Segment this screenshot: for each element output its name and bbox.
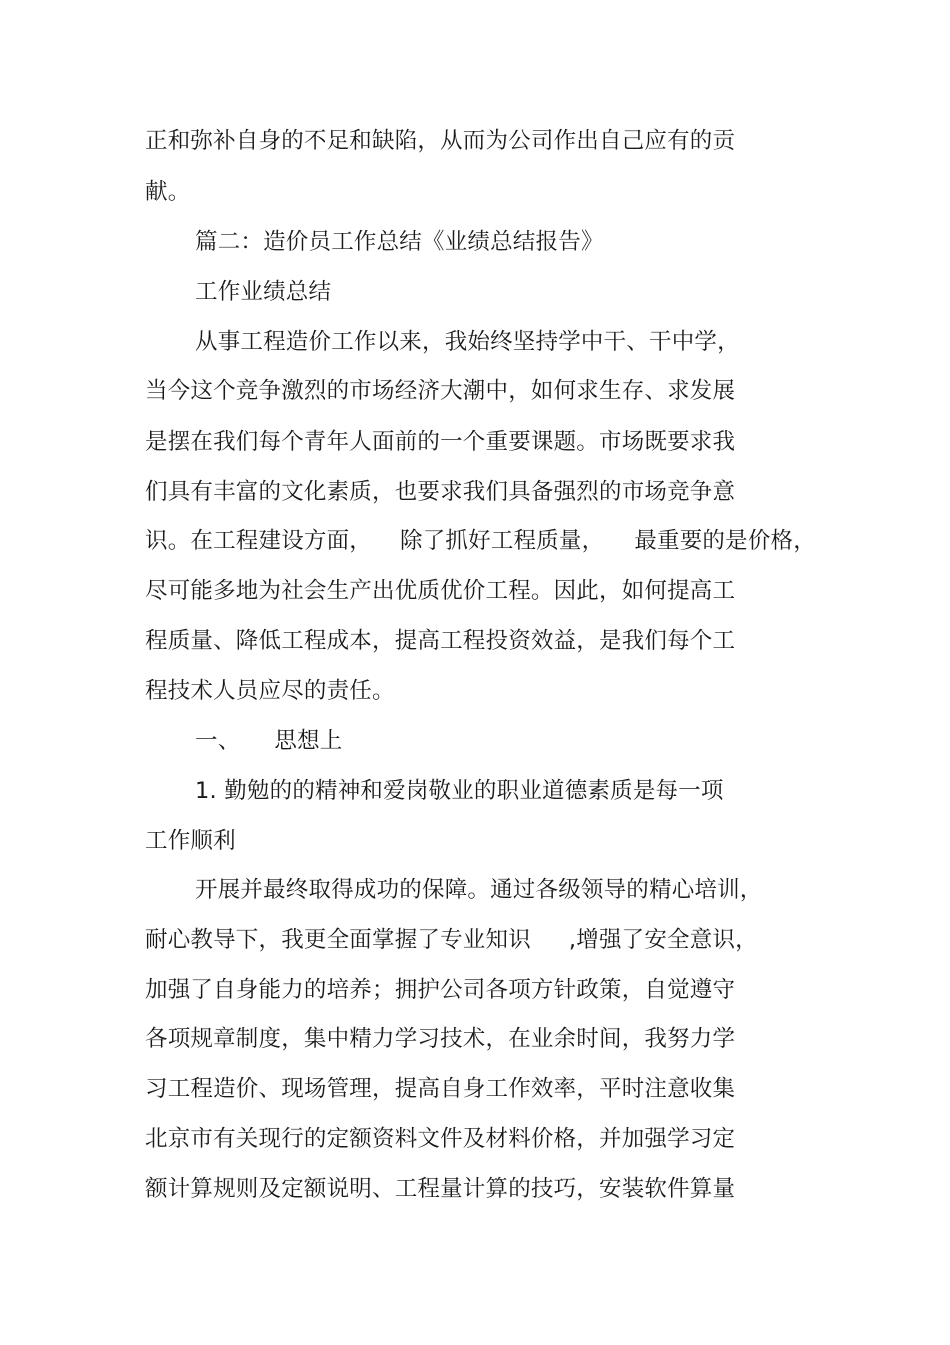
subheading: 工作业绩总结 — [195, 279, 332, 305]
paragraph-line: 程质量、降低工程成本，提高工程投资效益，是我们每个工 — [145, 628, 736, 654]
paragraph-line: 各项规章制度，集中精力学习技术，在业余时间，我努力学 — [145, 1026, 736, 1052]
numbered-item: 1. 勤勉的的精神和爱岗敬业的职业道德素质是每一项 — [195, 778, 724, 804]
paragraph-line: 从事工程造价工作以来，我始终坚持学中干、干中学， — [195, 329, 740, 355]
line-segment: 耐心教导下，我更全面掌握了专业知识 — [145, 927, 531, 953]
paragraph-line: 北京市有关现行的定额资料文件及材料价格，并加强学习定 — [145, 1126, 736, 1152]
line-segment: 除了抓好工程质量， — [400, 528, 605, 554]
paragraph-line: 献。 — [145, 179, 191, 205]
paragraph-line — [145, 526, 816, 556]
paragraph-line: 尽可能多地为社会生产出优质优价工程。因此，如何提高工 — [145, 578, 736, 604]
section-heading: 篇二：造价员工作总结《业绩总结报告》 — [195, 229, 604, 255]
paragraph-line: 额计算规则及定额说明、工程量计算的技巧，安装软件算量 — [145, 1176, 736, 1202]
line-segment: 最重要的是价格， — [634, 528, 816, 554]
paragraph-line — [145, 925, 758, 955]
paragraph-line: 加强了自身能力的培养；拥护公司各项方针政策，自觉遵守 — [145, 977, 736, 1003]
paragraph-line: 们具有丰富的文化素质，也要求我们具备强烈的市场竞争意 — [145, 479, 736, 505]
paragraph-line: 是摆在我们每个青年人面前的一个重要课题。市场既要求我 — [145, 429, 736, 455]
line-segment: ,增强了安全意识， — [568, 927, 758, 953]
paragraph-line: 程技术人员应尽的责任。 — [145, 678, 395, 704]
line-segment: 识。在工程建设方面， — [145, 528, 373, 554]
paragraph-line: 工作顺利 — [145, 828, 236, 854]
paragraph-line: 习工程造价、现场管理，提高自身工作效率，平时注意收集 — [145, 1076, 736, 1102]
heading-text: 思想上 — [274, 728, 343, 754]
paragraph-line: 开展并最终取得成功的保障。通过各级领导的精心培训， — [195, 877, 763, 903]
paragraph-line: 当今这个竞争激烈的市场经济大潮中，如何求生存、求发展 — [145, 378, 736, 404]
heading-number: 一、 — [195, 728, 241, 754]
paragraph-line: 正和弥补自身的不足和缺陷，从而为公司作出自己应有的贡 — [145, 128, 736, 154]
section-number-heading — [195, 726, 343, 756]
